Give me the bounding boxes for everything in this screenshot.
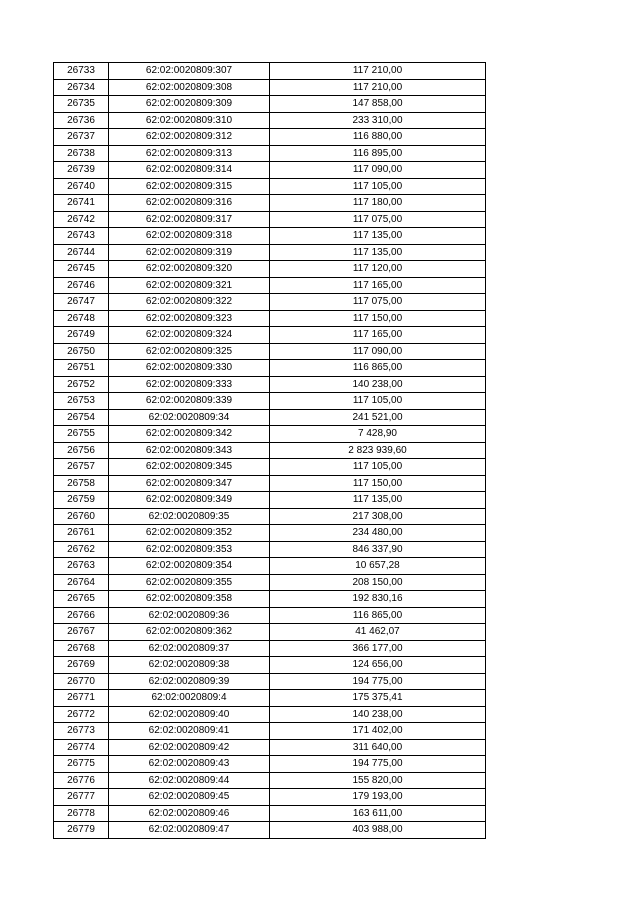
- cadastral-number-cell: 62:02:0020809:44: [109, 772, 270, 789]
- row-number-cell: 26737: [54, 129, 109, 146]
- cadastral-value-cell: 117 150,00: [270, 475, 486, 492]
- cadastral-number-cell: 62:02:0020809:355: [109, 574, 270, 591]
- cadastral-number-cell: 62:02:0020809:39: [109, 673, 270, 690]
- cadastral-value-cell: 241 521,00: [270, 409, 486, 426]
- table-row: [54, 624, 486, 641]
- cadastral-value-cell: 117 165,00: [270, 277, 486, 294]
- row-number-cell: 26758: [54, 475, 109, 492]
- row-number-cell: 26744: [54, 244, 109, 261]
- row-number-cell: 26735: [54, 96, 109, 113]
- row-number-cell: 26742: [54, 211, 109, 228]
- cadastral-value-cell: 155 820,00: [270, 772, 486, 789]
- cadastral-value-cell: 217 308,00: [270, 508, 486, 525]
- table-row: [54, 211, 486, 228]
- table-row: [54, 640, 486, 657]
- cadastral-number-cell: 62:02:0020809:307: [109, 63, 270, 80]
- cadastral-number-cell: 62:02:0020809:324: [109, 327, 270, 344]
- cadastral-value-cell: 846 337,90: [270, 541, 486, 558]
- row-number-cell: 26741: [54, 195, 109, 212]
- cadastral-number-cell: 62:02:0020809:317: [109, 211, 270, 228]
- table-row: [54, 360, 486, 377]
- cadastral-value-cell: 171 402,00: [270, 723, 486, 740]
- cadastral-value-cell: 366 177,00: [270, 640, 486, 657]
- row-number-cell: 26736: [54, 112, 109, 129]
- row-number-cell: 26740: [54, 178, 109, 195]
- cadastral-value-cell: 117 135,00: [270, 492, 486, 509]
- cadastral-number-cell: 62:02:0020809:349: [109, 492, 270, 509]
- cadastral-number-cell: 62:02:0020809:343: [109, 442, 270, 459]
- cadastral-value-cell: 2 823 939,60: [270, 442, 486, 459]
- cadastral-number-cell: 62:02:0020809:37: [109, 640, 270, 657]
- cadastral-number-cell: 62:02:0020809:325: [109, 343, 270, 360]
- cadastral-number-cell: 62:02:0020809:314: [109, 162, 270, 179]
- cadastral-value-cell: 208 150,00: [270, 574, 486, 591]
- cadastral-value-cell: 124 656,00: [270, 657, 486, 674]
- table-row: [54, 475, 486, 492]
- table-row: [54, 772, 486, 789]
- cadastral-value-cell: 140 238,00: [270, 376, 486, 393]
- table-row: [54, 244, 486, 261]
- table-row: [54, 228, 486, 245]
- table-row: [54, 756, 486, 773]
- cadastral-value-cell: 117 120,00: [270, 261, 486, 278]
- table-row: [54, 558, 486, 575]
- table-row: [54, 112, 486, 129]
- table-body: [54, 63, 486, 839]
- cadastral-number-cell: 62:02:0020809:38: [109, 657, 270, 674]
- cadastral-number-cell: 62:02:0020809:319: [109, 244, 270, 261]
- table-row: [54, 79, 486, 96]
- cadastral-value-cell: 179 193,00: [270, 789, 486, 806]
- table-row: [54, 129, 486, 146]
- cadastral-value-cell: 117 165,00: [270, 327, 486, 344]
- cadastral-value-cell: 311 640,00: [270, 739, 486, 756]
- row-number-cell: 26750: [54, 343, 109, 360]
- cadastral-number-cell: 62:02:0020809:352: [109, 525, 270, 542]
- row-number-cell: 26759: [54, 492, 109, 509]
- row-number-cell: 26779: [54, 822, 109, 839]
- cadastral-value-cell: 116 895,00: [270, 145, 486, 162]
- row-number-cell: 26774: [54, 739, 109, 756]
- cadastral-number-cell: 62:02:0020809:333: [109, 376, 270, 393]
- row-number-cell: 26738: [54, 145, 109, 162]
- row-number-cell: 26747: [54, 294, 109, 311]
- row-number-cell: 26753: [54, 393, 109, 410]
- table-row: [54, 508, 486, 525]
- row-number-cell: 26757: [54, 459, 109, 476]
- cadastral-number-cell: 62:02:0020809:316: [109, 195, 270, 212]
- table-row: [54, 789, 486, 806]
- cadastral-number-cell: 62:02:0020809:47: [109, 822, 270, 839]
- row-number-cell: 26775: [54, 756, 109, 773]
- row-number-cell: 26769: [54, 657, 109, 674]
- cadastral-value-cell: 117 180,00: [270, 195, 486, 212]
- row-number-cell: 26762: [54, 541, 109, 558]
- table-row: [54, 376, 486, 393]
- cadastral-number-cell: 62:02:0020809:339: [109, 393, 270, 410]
- cadastral-number-cell: 62:02:0020809:320: [109, 261, 270, 278]
- cadastral-number-cell: 62:02:0020809:4: [109, 690, 270, 707]
- row-number-cell: 26743: [54, 228, 109, 245]
- table-row: [54, 591, 486, 608]
- cadastral-number-cell: 62:02:0020809:40: [109, 706, 270, 723]
- table-row: [54, 690, 486, 707]
- cadastral-number-cell: 62:02:0020809:46: [109, 805, 270, 822]
- cadastral-number-cell: 62:02:0020809:36: [109, 607, 270, 624]
- cadastral-number-cell: 62:02:0020809:323: [109, 310, 270, 327]
- row-number-cell: 26771: [54, 690, 109, 707]
- cadastral-value-table: [53, 62, 486, 839]
- cadastral-number-cell: 62:02:0020809:322: [109, 294, 270, 311]
- cadastral-value-cell: 147 858,00: [270, 96, 486, 113]
- cadastral-number-cell: 62:02:0020809:321: [109, 277, 270, 294]
- row-number-cell: 26754: [54, 409, 109, 426]
- row-number-cell: 26777: [54, 789, 109, 806]
- table-row: [54, 294, 486, 311]
- cadastral-value-cell: 140 238,00: [270, 706, 486, 723]
- cadastral-value-cell: 41 462,07: [270, 624, 486, 641]
- cadastral-value-cell: 10 657,28: [270, 558, 486, 575]
- cadastral-number-cell: 62:02:0020809:43: [109, 756, 270, 773]
- cadastral-value-cell: 403 988,00: [270, 822, 486, 839]
- row-number-cell: 26772: [54, 706, 109, 723]
- row-number-cell: 26776: [54, 772, 109, 789]
- cadastral-number-cell: 62:02:0020809:347: [109, 475, 270, 492]
- cadastral-value-cell: 175 375,41: [270, 690, 486, 707]
- table-row: [54, 492, 486, 509]
- cadastral-number-cell: 62:02:0020809:354: [109, 558, 270, 575]
- table-row: [54, 706, 486, 723]
- row-number-cell: 26770: [54, 673, 109, 690]
- table-row: [54, 739, 486, 756]
- row-number-cell: 26773: [54, 723, 109, 740]
- cadastral-value-cell: 234 480,00: [270, 525, 486, 542]
- table-row: [54, 426, 486, 443]
- cadastral-value-cell: 192 830,16: [270, 591, 486, 608]
- row-number-cell: 26764: [54, 574, 109, 591]
- table-row: [54, 525, 486, 542]
- cadastral-value-cell: 117 090,00: [270, 343, 486, 360]
- table-row: [54, 657, 486, 674]
- table-row: [54, 277, 486, 294]
- table-row: [54, 178, 486, 195]
- cadastral-value-cell: 117 135,00: [270, 228, 486, 245]
- cadastral-value-cell: 117 210,00: [270, 63, 486, 80]
- row-number-cell: 26749: [54, 327, 109, 344]
- cadastral-number-cell: 62:02:0020809:34: [109, 409, 270, 426]
- cadastral-number-cell: 62:02:0020809:35: [109, 508, 270, 525]
- cadastral-value-cell: 117 090,00: [270, 162, 486, 179]
- table-row: [54, 96, 486, 113]
- table-row: [54, 195, 486, 212]
- cadastral-value-cell: 194 775,00: [270, 756, 486, 773]
- row-number-cell: 26748: [54, 310, 109, 327]
- cadastral-value-cell: 117 210,00: [270, 79, 486, 96]
- cadastral-value-cell: 117 075,00: [270, 211, 486, 228]
- row-number-cell: 26765: [54, 591, 109, 608]
- row-number-cell: 26745: [54, 261, 109, 278]
- cadastral-number-cell: 62:02:0020809:358: [109, 591, 270, 608]
- row-number-cell: 26760: [54, 508, 109, 525]
- cadastral-value-cell: 194 775,00: [270, 673, 486, 690]
- cadastral-value-cell: 116 865,00: [270, 607, 486, 624]
- table-row: [54, 162, 486, 179]
- table-row: [54, 822, 486, 839]
- cadastral-number-cell: 62:02:0020809:342: [109, 426, 270, 443]
- cadastral-number-cell: 62:02:0020809:309: [109, 96, 270, 113]
- cadastral-value-cell: 117 135,00: [270, 244, 486, 261]
- table-row: [54, 459, 486, 476]
- cadastral-value-cell: 233 310,00: [270, 112, 486, 129]
- cadastral-value-cell: 116 880,00: [270, 129, 486, 146]
- cadastral-value-cell: 117 105,00: [270, 459, 486, 476]
- row-number-cell: 26756: [54, 442, 109, 459]
- cadastral-number-cell: 62:02:0020809:312: [109, 129, 270, 146]
- row-number-cell: 26768: [54, 640, 109, 657]
- cadastral-value-cell: 163 611,00: [270, 805, 486, 822]
- row-number-cell: 26778: [54, 805, 109, 822]
- cadastral-value-cell: 7 428,90: [270, 426, 486, 443]
- table-row: [54, 442, 486, 459]
- table-row: [54, 541, 486, 558]
- cadastral-number-cell: 62:02:0020809:41: [109, 723, 270, 740]
- cadastral-value-cell: 116 865,00: [270, 360, 486, 377]
- row-number-cell: 26746: [54, 277, 109, 294]
- cadastral-number-cell: 62:02:0020809:310: [109, 112, 270, 129]
- table-row: [54, 805, 486, 822]
- table-row: [54, 343, 486, 360]
- cadastral-value-cell: 117 150,00: [270, 310, 486, 327]
- cadastral-number-cell: 62:02:0020809:362: [109, 624, 270, 641]
- table-row: [54, 327, 486, 344]
- row-number-cell: 26767: [54, 624, 109, 641]
- cadastral-number-cell: 62:02:0020809:318: [109, 228, 270, 245]
- table-row: [54, 607, 486, 624]
- cadastral-value-cell: 117 105,00: [270, 178, 486, 195]
- table-row: [54, 145, 486, 162]
- cadastral-value-cell: 117 105,00: [270, 393, 486, 410]
- cadastral-number-cell: 62:02:0020809:353: [109, 541, 270, 558]
- cadastral-number-cell: 62:02:0020809:42: [109, 739, 270, 756]
- table-row: [54, 310, 486, 327]
- row-number-cell: 26763: [54, 558, 109, 575]
- table-row: [54, 723, 486, 740]
- cadastral-number-cell: 62:02:0020809:308: [109, 79, 270, 96]
- row-number-cell: 26739: [54, 162, 109, 179]
- row-number-cell: 26752: [54, 376, 109, 393]
- table-row: [54, 393, 486, 410]
- table-row: [54, 673, 486, 690]
- row-number-cell: 26761: [54, 525, 109, 542]
- cadastral-number-cell: 62:02:0020809:315: [109, 178, 270, 195]
- cadastral-value-cell: 117 075,00: [270, 294, 486, 311]
- row-number-cell: 26751: [54, 360, 109, 377]
- cadastral-number-cell: 62:02:0020809:313: [109, 145, 270, 162]
- table-row: [54, 409, 486, 426]
- cadastral-number-cell: 62:02:0020809:45: [109, 789, 270, 806]
- cadastral-number-cell: 62:02:0020809:330: [109, 360, 270, 377]
- row-number-cell: 26766: [54, 607, 109, 624]
- row-number-cell: 26755: [54, 426, 109, 443]
- table-row: [54, 63, 486, 80]
- row-number-cell: 26733: [54, 63, 109, 80]
- table-row: [54, 261, 486, 278]
- row-number-cell: 26734: [54, 79, 109, 96]
- cadastral-number-cell: 62:02:0020809:345: [109, 459, 270, 476]
- table-row: [54, 574, 486, 591]
